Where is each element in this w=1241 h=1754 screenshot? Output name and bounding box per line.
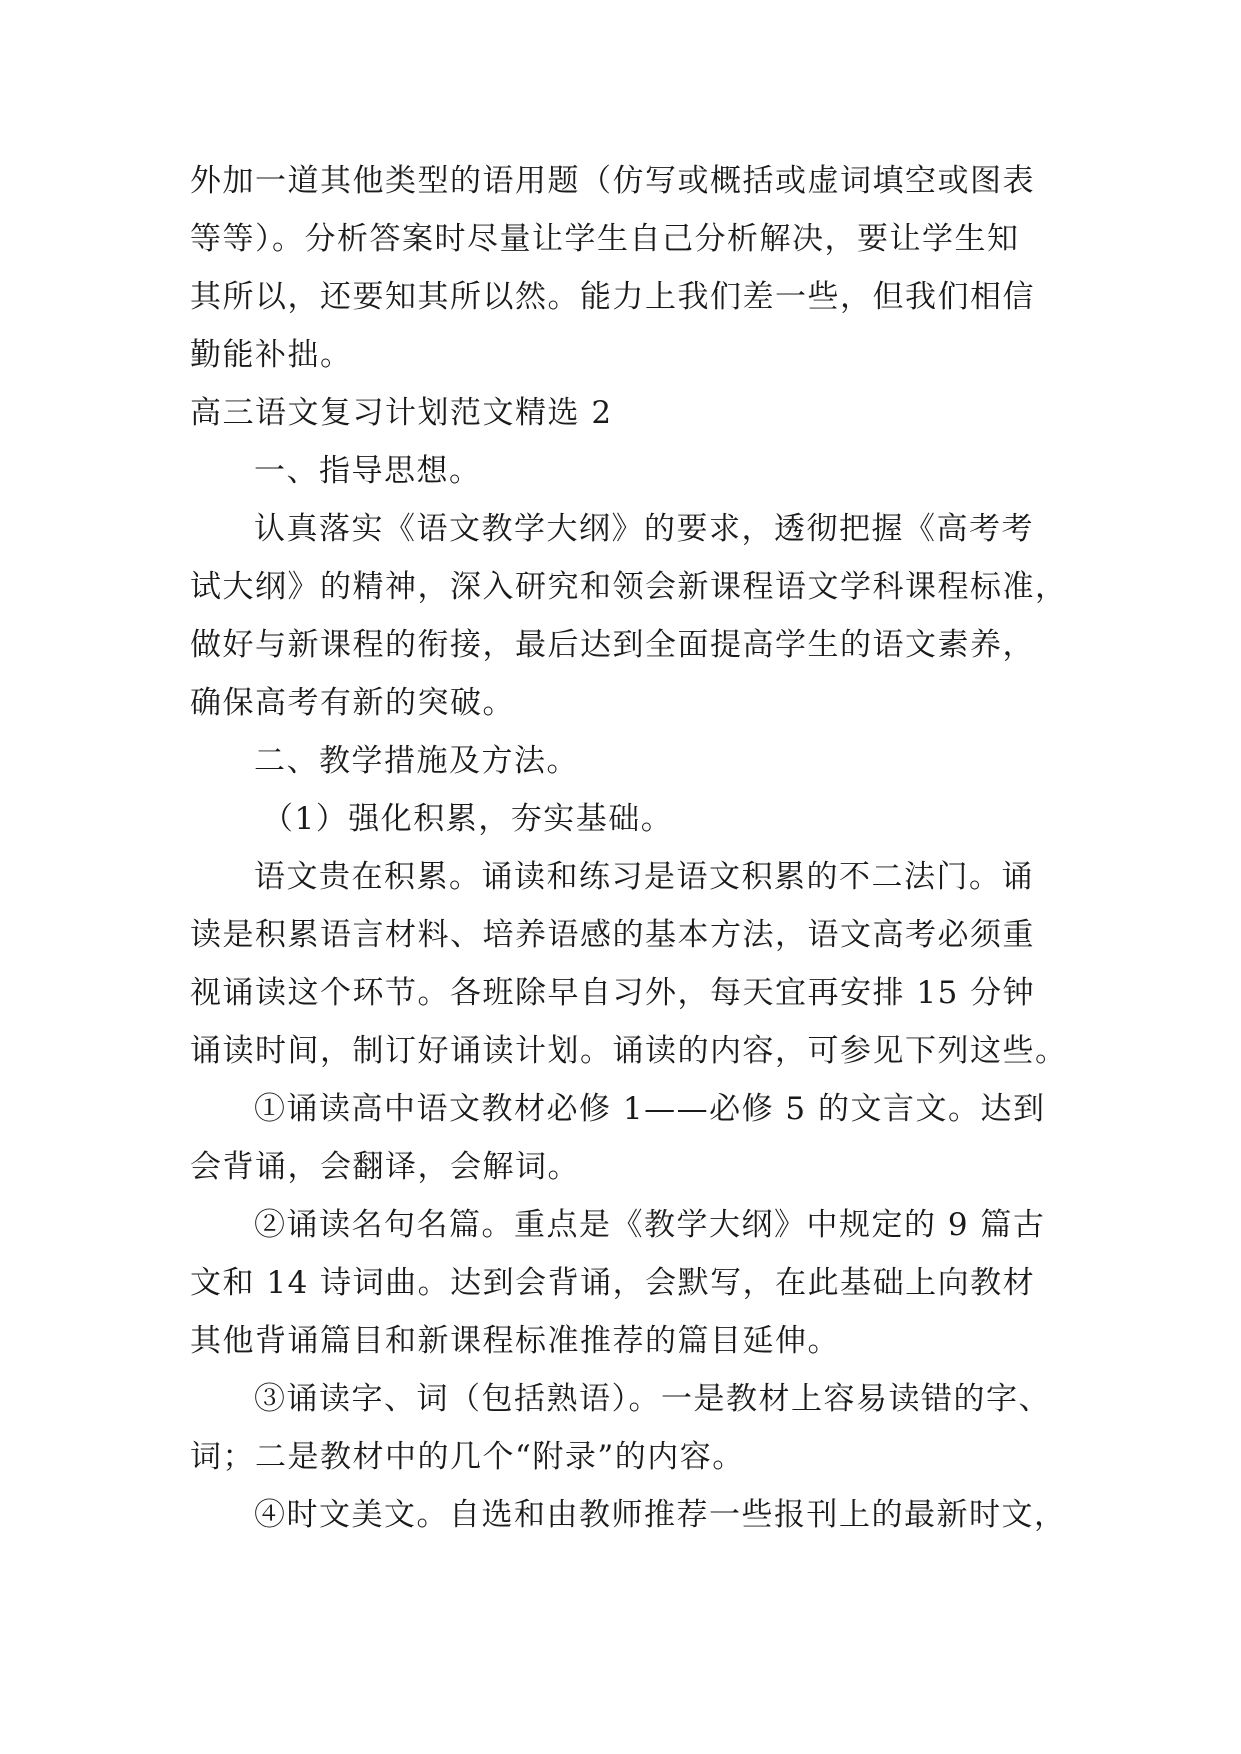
section-heading: 一、指导思想。 xyxy=(254,453,482,489)
section-heading: 二、教学措施及方法。 xyxy=(254,743,579,779)
text-line: 等等）。分析答案时尽量让学生自己分析解决，要让学生知 xyxy=(190,221,1020,257)
list-item: ③诵读字、词（包括熟语）。一是教材上容易读错的字、 xyxy=(254,1381,1051,1417)
text-line: 其所以，还要知其所以然。能力上我们差一些，但我们相信 xyxy=(190,279,1035,315)
subsection-heading: （1）强化积累，夯实基础。 xyxy=(262,801,674,837)
text-line: 外加一道其他类型的语用题（仿写或概括或虚词填空或图表 xyxy=(190,163,1035,199)
text-line: 文和 14 诗词曲。达到会背诵，会默写，在此基础上向教材 xyxy=(190,1265,1036,1301)
text-line: 试大纲》的精神，深入研究和领会新课程语文学科课程标准， xyxy=(190,569,1068,605)
text-line: 做好与新课程的衔接，最后达到全面提高学生的语文素养， xyxy=(190,627,1035,663)
list-item: ④时文美文。自选和由教师推荐一些报刊上的最新时文， xyxy=(254,1497,1067,1533)
list-item: ①诵读高中语文教材必修 1——必修 5 的文言文。达到 xyxy=(254,1091,1046,1127)
text-line: 认真落实《语文教学大纲》的要求，透彻把握《高考考 xyxy=(254,511,1034,547)
list-item: ②诵读名句名篇。重点是《教学大纲》中规定的 9 篇古 xyxy=(254,1207,1046,1243)
text-line: 其他背诵篇目和新课程标准推荐的篇目延伸。 xyxy=(190,1323,840,1359)
text-line: 读是积累语言材料、培养语感的基本方法，语文高考必须重 xyxy=(190,917,1035,953)
text-line: 视诵读这个环节。各班除早自习外，每天宜再安排 15 分钟 xyxy=(190,975,1036,1011)
text-line: 诵读时间，制订好诵读计划。诵读的内容，可参见下列这些。 xyxy=(190,1033,1068,1069)
text-line: 勤能补拙。 xyxy=(190,337,353,373)
text-line: 会背诵，会翻译，会解词。 xyxy=(190,1149,580,1185)
section-title: 高三语文复习计划范文精选 2 xyxy=(190,395,613,431)
text-line: 语文贵在积累。诵读和练习是语文积累的不二法门。诵 xyxy=(254,859,1034,895)
text-line: 确保高考有新的突破。 xyxy=(190,685,515,721)
text-line: 词；二是教材中的几个“附录”的内容。 xyxy=(190,1439,745,1475)
